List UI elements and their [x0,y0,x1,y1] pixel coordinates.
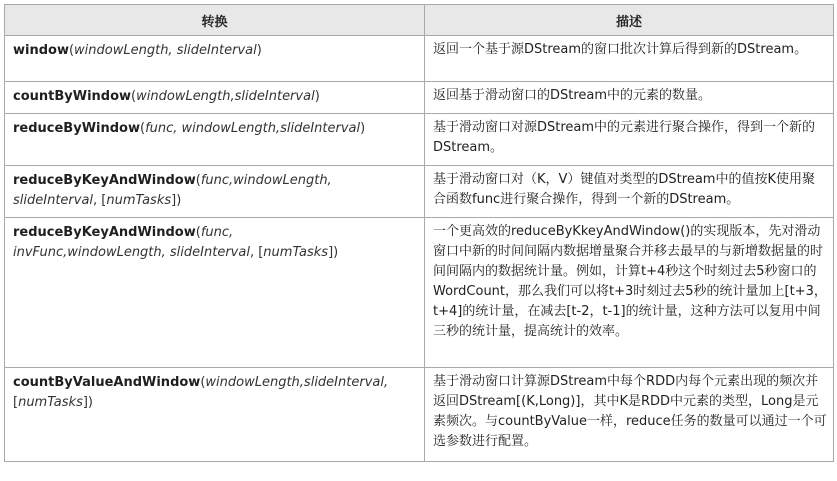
bracket-open: , [ [93,193,107,208]
function-args: func, windowLength,slideInterval [145,121,361,136]
function-args: func, [200,225,234,240]
transform-table [4,4,834,462]
paren-open: ( [131,89,137,104]
optional-arg: numTasks [106,193,172,208]
function-args-cont: slideInterval [13,193,94,208]
transform-cell [5,36,425,82]
table-row [5,82,834,114]
bracket-close: ]) [171,193,182,208]
paren-close: ) [360,121,366,136]
paren-close: ) [314,89,320,104]
function-name: countByWindow [13,89,132,104]
table-row [5,114,834,166]
paren-open: ( [195,173,201,188]
function-args: windowLength,slideInterval [136,89,315,104]
paren-open: ( [140,121,146,136]
description-cell: 基于滑动窗口对源DStream中的元素进行聚合操作，得到一个新的DStream。 [425,114,834,166]
description-cell: 基于滑动窗口对（K，V）键值对类型的DStream中的值按K使用聚合函数func进行聚合操作，得到一个新的DStream。 [425,166,834,218]
paren-open: ( [200,375,206,390]
transform-cell [5,218,425,368]
description-cell: 返回一个基于源DStream的窗口批次计算后得到新的DStream。 [425,36,834,82]
table-row [5,36,834,82]
table-row [5,218,834,368]
bracket-open: [ [13,395,19,410]
header-transform: 转换 [5,5,425,36]
description-cell: 基于滑动窗口计算源DStream中每个RDD内每个元素出现的频次并返回DStream[(K,Long)]，其中K是RDD中元素的类型，Long是元素频次。与countByValue一样，reduce任务的数量可以通过一个可选参数进行配置。 [425,368,834,462]
function-name: countByValueAndWindow [13,375,201,390]
function-args: func,windowLength, [200,173,332,188]
transform-cell [5,82,425,114]
transform-cell [5,166,425,218]
function-name: reduceByKeyAndWindow [13,225,196,240]
header-row [5,5,834,36]
function-args-cont: invFunc,windowLength, slideInterval [13,245,250,260]
optional-arg: numTasks [263,245,329,260]
header-description: 描述 [425,5,834,36]
bracket-close: ]) [328,245,339,260]
optional-arg: numTasks [18,395,83,410]
paren-close: ) [256,43,262,58]
function-name: window [13,43,69,58]
function-name: reduceByKeyAndWindow [13,173,196,188]
description-cell: 一个更高效的reduceByKkeyAndWindow()的实现版本，先对滑动窗口中新的时间间隔内数据增量聚合并移去最早的与新增数据量的时间间隔内的数据统计量。例如，计算t+4秒这个时刻过去5秒窗口的WordCount，那么我们可以将t+3时刻过去5秒的统计量加上[t+3，t+4]的统计量，在减去[t-2，t-1]的统计量，这种方法可以复用中间三秒的统计量，提高统计的效率。 [425,218,834,368]
transform-cell [5,368,425,462]
transform-cell [5,114,425,166]
function-args: windowLength, slideInterval [74,43,257,58]
paren-open: ( [68,43,75,58]
function-name: reduceByWindow [13,121,140,136]
bracket-open: , [ [249,245,264,260]
paren-open: ( [195,225,201,240]
description-cell: 返回基于滑动窗口的DStream中的元素的数量。 [425,82,834,114]
table-row [5,166,834,218]
table-row [5,368,834,462]
bracket-close: ]) [82,395,93,410]
function-args: windowLength,slideInterval, [205,375,389,390]
